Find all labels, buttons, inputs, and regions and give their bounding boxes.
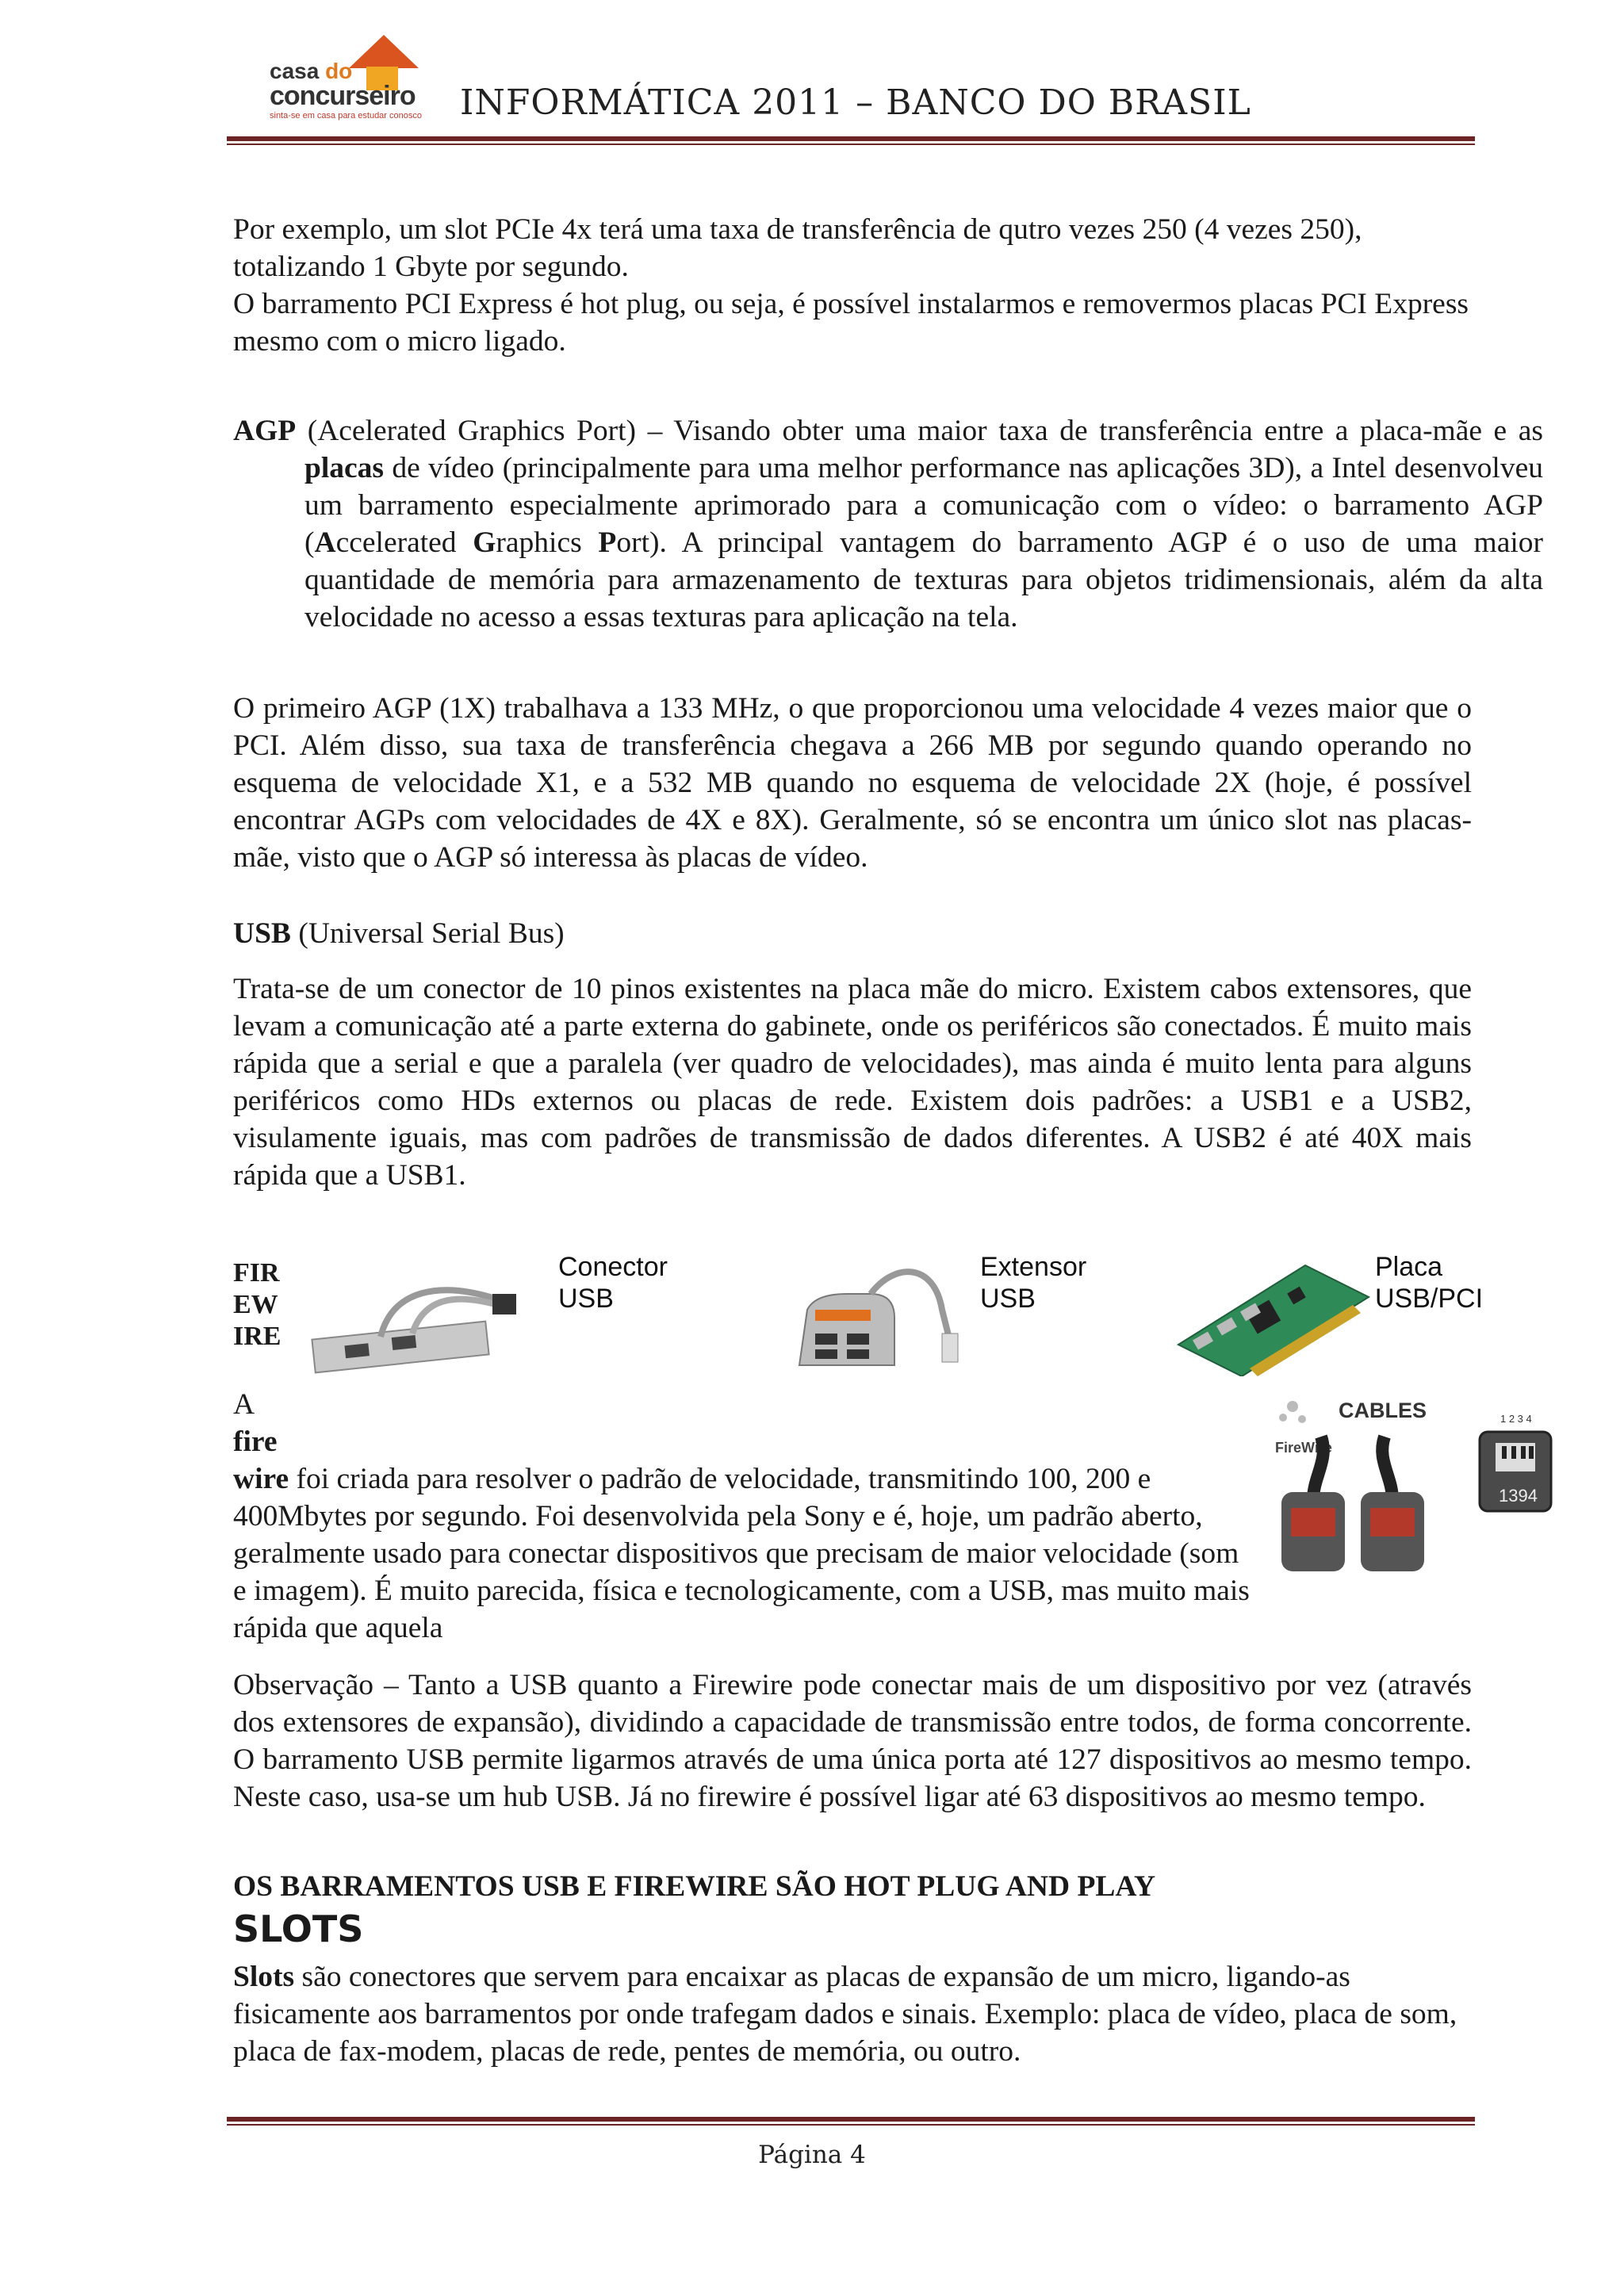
agp-text-3: ccelerated	[335, 526, 473, 559]
agp-text-2: de vídeo (principalmente para uma melhor performance nas aplicações 3D), a Intel desenvolveu um barramento especialmente aprimorado para a comunicação com o vídeo: o barramento AGP (	[304, 452, 1543, 559]
agp-paragraph	[233, 412, 1543, 636]
firewire-paragraph	[233, 1386, 1256, 1647]
firewire-word-wire: wire	[233, 1463, 289, 1495]
firewire-cables-image	[1266, 1389, 1480, 1579]
usb-heading-rest: (Universal Serial Bus)	[290, 917, 565, 950]
logo-word-do: do	[325, 59, 353, 83]
agp-term: AGP	[233, 415, 297, 447]
firewire-side-label: FIR EW IRE	[233, 1258, 282, 1351]
agp-text-1: (Acelerated Graphics Port) – Visando obter uma maior taxa de transferência entre a placa-mãe e as	[296, 415, 1543, 447]
intro-line-2: O barramento PCI Express é hot plug, ou seja, é possível instalarmos e removermos placas PCI Express mesmo com o micro ligado.	[233, 288, 1469, 358]
agp-bold-a: A	[314, 526, 336, 559]
usb-hub-image	[783, 1254, 974, 1373]
header-rule	[227, 136, 1475, 141]
slots-text: são conectores que servem para encaixar as placas de expansão de um micro, ligando-as fisicamente aos barramentos por onde trafegam dados e sinais. Exemplo: placa de vídeo, placa de som, placa de fax-modem, placas de rede, pentes de memória, ou outro.	[233, 1961, 1457, 2068]
usb-extensor-label: Extensor USB	[980, 1252, 1087, 1314]
logo-tagline: sinta-se em casa para estudar conosco	[270, 111, 422, 121]
usb-heading	[233, 915, 1472, 952]
page-header-title: INFORMÁTICA 2011 – BANCO DO BRASIL	[460, 82, 1251, 123]
logo-word-casa: casa	[270, 59, 320, 83]
agp-bold-placas: placas	[304, 452, 385, 484]
cables-label: CABLES	[1339, 1399, 1427, 1422]
slots-paragraph	[233, 1958, 1472, 2070]
agp-text-4: raphics	[496, 526, 599, 559]
agp-bold-g: G	[473, 526, 496, 559]
intro-paragraph	[233, 211, 1472, 360]
port-pin-numbers: 1 2 3 4	[1500, 1413, 1532, 1425]
intro-line-1: Por exemplo, um slot PCIe 4x terá uma taxa de transferência de qutro vezes 250 (4 vezes 250), totalizando 1 Gbyte por segundo.	[233, 213, 1362, 283]
header-rule-thin	[227, 144, 1475, 145]
footer-rule	[227, 2117, 1475, 2122]
usb-connector-label: Conector USB	[558, 1252, 668, 1314]
agp-bold-p: P	[598, 526, 617, 559]
firewire-text: foi criada para resolver o padrão de velocidade, transmitindo 100, 200 e 400Mbytes por segundo. Foi desenvolvida pela Sony e é, hoje, um padrão aberto, geralmente usado para conectar dispositivos que precisam de maior velocidade (som e imagem). É muito parecida, física e tecnologicamente, com a USB, mas muito mais rápida que aquela	[233, 1463, 1250, 1644]
logo	[255, 35, 422, 121]
slots-heading: SLOTS	[233, 1908, 364, 1950]
usb-paragraph: Trata-se de um conector de 10 pinos existentes na placa mãe do micro. Existem cabos extensores, que levam a comunicação até a parte externa do gabinete, onde os periféricos são conectados. É muito mais rápida que a serial e que a paralela (ver quadro de velocidades), mas ainda é muito lenta para alguns periféricos como HDs externos ou placas de rede. Existem dois padrões: a USB1 e a USB2, visulamente iguais, mas com padrões de transmissão de dados diferentes. A USB2 é até 40X mais rápida que a USB1.	[233, 973, 1472, 1192]
usb-connector-image	[305, 1257, 543, 1376]
house-roof-icon	[349, 35, 419, 68]
footer-rule-thin	[227, 2124, 1475, 2126]
slots-term: Slots	[233, 1961, 295, 1993]
logo-word-concurseiro: concurseiro	[270, 81, 416, 111]
usb-term: USB	[233, 917, 291, 950]
page-number: Página 4	[758, 2141, 866, 2169]
observation-paragraph: Observação – Tanto a USB quanto a Firewire pode conectar mais de um dispositivo por vez (através dos extensores de expansão), dividindo a capacidade de transmissão entre todos, de forma concorrente. O barramento USB permite ligarmos através de uma única porta até 127 dispositivos ao mesmo tempo. Neste caso, usa-se um hub USB. Já no firewire é possível ligar até 63 dispositivos ao mesmo tempo.	[233, 1669, 1472, 1813]
firewire-logo-text: FireWire	[1275, 1440, 1332, 1456]
firewire-text-a: A	[233, 1388, 255, 1421]
agp-text-5: ort). A principal vantagem do barramento AGP é o uso de uma maior quantidade de memória para armazenamento de texturas para objetos tridimensionais, além da alta velocidade no acesso a essas texturas para aplicação na tela.	[304, 526, 1544, 633]
usb-pci-card-label: Placa USB/PCI	[1375, 1252, 1484, 1314]
hot-plug-statement: OS BARRAMENTOS USB E FIREWIRE SÃO HOT PLUG AND PLAY	[233, 1870, 1156, 1903]
usb-pci-card-image	[1170, 1249, 1377, 1376]
agp-paragraph-2: O primeiro AGP (1X) trabalhava a 133 MHz, o que proporcionou uma velocidade 4 vezes maior que o PCI. Além disso, sua taxa de transferência chegava a 266 MB por segundo quando operando no esquema de velocidade X1, e a 532 MB quando no esquema de velocidade 2X (hoje, é possível encontrar AGPs com velocidades de 4X e 8X). Geralmente, só se encontra um único slot nas placas-mãe, visto que o AGP só interessa às placas de vídeo.	[233, 692, 1472, 874]
firewire-word-fire: fire	[233, 1425, 278, 1458]
firewire-port-icon	[1472, 1408, 1559, 1527]
port-1394-label: 1394	[1499, 1486, 1538, 1506]
